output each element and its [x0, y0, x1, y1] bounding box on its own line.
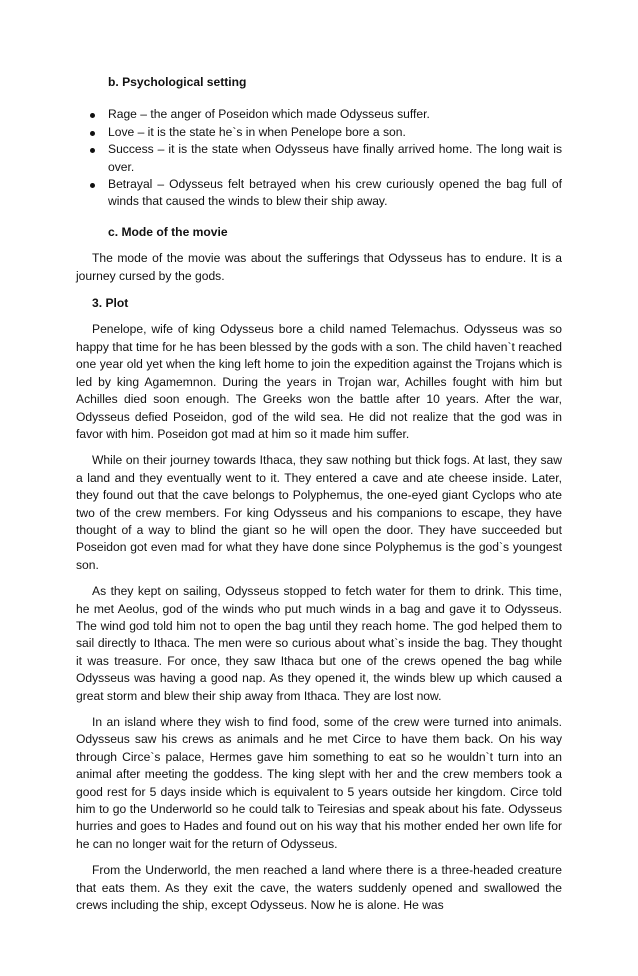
- plot-paragraph: Penelope, wife of king Odysseus bore a child named Telemachus. Odysseus was so happy that time for he has been blessed by the gods with a son. The child haven`t reached one year old yet when the king left home to join the expedition against the Trojans which is led by king Agamemnon. During the years in Trojan war, Achilles fought with him but Achilles died soon enough. The Greeks won the battle after 10 years. After the war, Odysseus defied Poseidon, god of the wild sea. He did not realize that the god was in favor with him. Poseidon got mad at him so it made him suffer.: [76, 322, 562, 441]
- bullet-icon: [90, 183, 95, 188]
- mode-of-movie-paragraph: The mode of the movie was about the sufferings that Odysseus has to endure. It is a journey cursed by the gods.: [76, 251, 562, 283]
- plot-paragraph: As they kept on sailing, Odysseus stopped to fetch water for them to drink. This time, he met Aeolus, god of the winds who put much winds in a bag and gave it to Odysseus. The wind god told him not to open the bag until they reach home. The god helped them to sail directly to Ithaca. The men were so curious about what`s inside the bag. They thought it was treasure. For once, they saw Ithaca but one of the crews opened the bag while Odysseus was having a good nap. As they opened it, the winds blew up which caused a great storm and blew their ship away from Ithaca. They are lost now.: [76, 584, 562, 703]
- bullet-icon: [90, 148, 95, 153]
- bullet-icon: [90, 113, 95, 118]
- list-item: [76, 106, 562, 123]
- list-item-text: Success – it is the state when Odysseus have finally arrived home. The long wait is over.: [108, 142, 562, 174]
- list-item-text: Rage – the anger of Poseidon which made Odysseus suffer.: [108, 107, 430, 122]
- bullet-icon: [90, 131, 95, 136]
- plot-paragraph: In an island where they wish to find food, some of the crew were turned into animals. Odysseus saw his crews as animals and he met Circe to have them back. On his way through Circe`s palace, Hermes gave him something to eat so he wouldn`t turn into an animal after meeting the goddess. The king slept with her and the crew members took a good rest for 5 days inside which is equivalent to 5 years outside her kingdom. Circe told him to go the Underworld so he could talk to Teiresias and speak about his fate. Odysseus hurries and goes to Hades and found out on his way that his mother ended her own life for he can no longer wait for the return of Odysseus.: [76, 715, 562, 851]
- list-item-text: Love – it is the state he`s in when Penelope bore a son.: [108, 124, 406, 139]
- plot-paragraph: From the Underworld, the men reached a land where there is a three-headed creature that eats them. As they exit the cave, the waters suddenly opened and swallowed the crews including the ship, except Odysseus. Now he is alone. He was: [76, 863, 562, 913]
- mode-of-movie-heading: c. Mode of the movie: [108, 224, 228, 239]
- plot-heading: 3. Plot: [92, 296, 129, 311]
- list-item: [76, 124, 562, 141]
- list-item-text: Betrayal – Odysseus felt betrayed when his crew curiously opened the bag full of winds that caused the winds to blew their ship away.: [108, 177, 562, 209]
- plot-paragraph: While on their journey towards Ithaca, they saw nothing but thick fogs. At last, they saw a land and they eventually went to it. They entered a cave and ate cheese inside. Later, they found out that the cave belongs to Polyphemus, the one-eyed giant Cyclops who ate two of the crew members. For king Odysseus and his companions to escape, they have thought of a way to blind the giant so he will open the door. They have succeeded but Poseidon got even mad for what they have done since Polyphemus is the god`s youngest son.: [76, 453, 562, 572]
- list-item: [76, 141, 562, 176]
- psychological-setting-heading: b. Psychological setting: [108, 75, 247, 89]
- list-item: [76, 176, 562, 211]
- psychological-setting-list: [76, 106, 562, 210]
